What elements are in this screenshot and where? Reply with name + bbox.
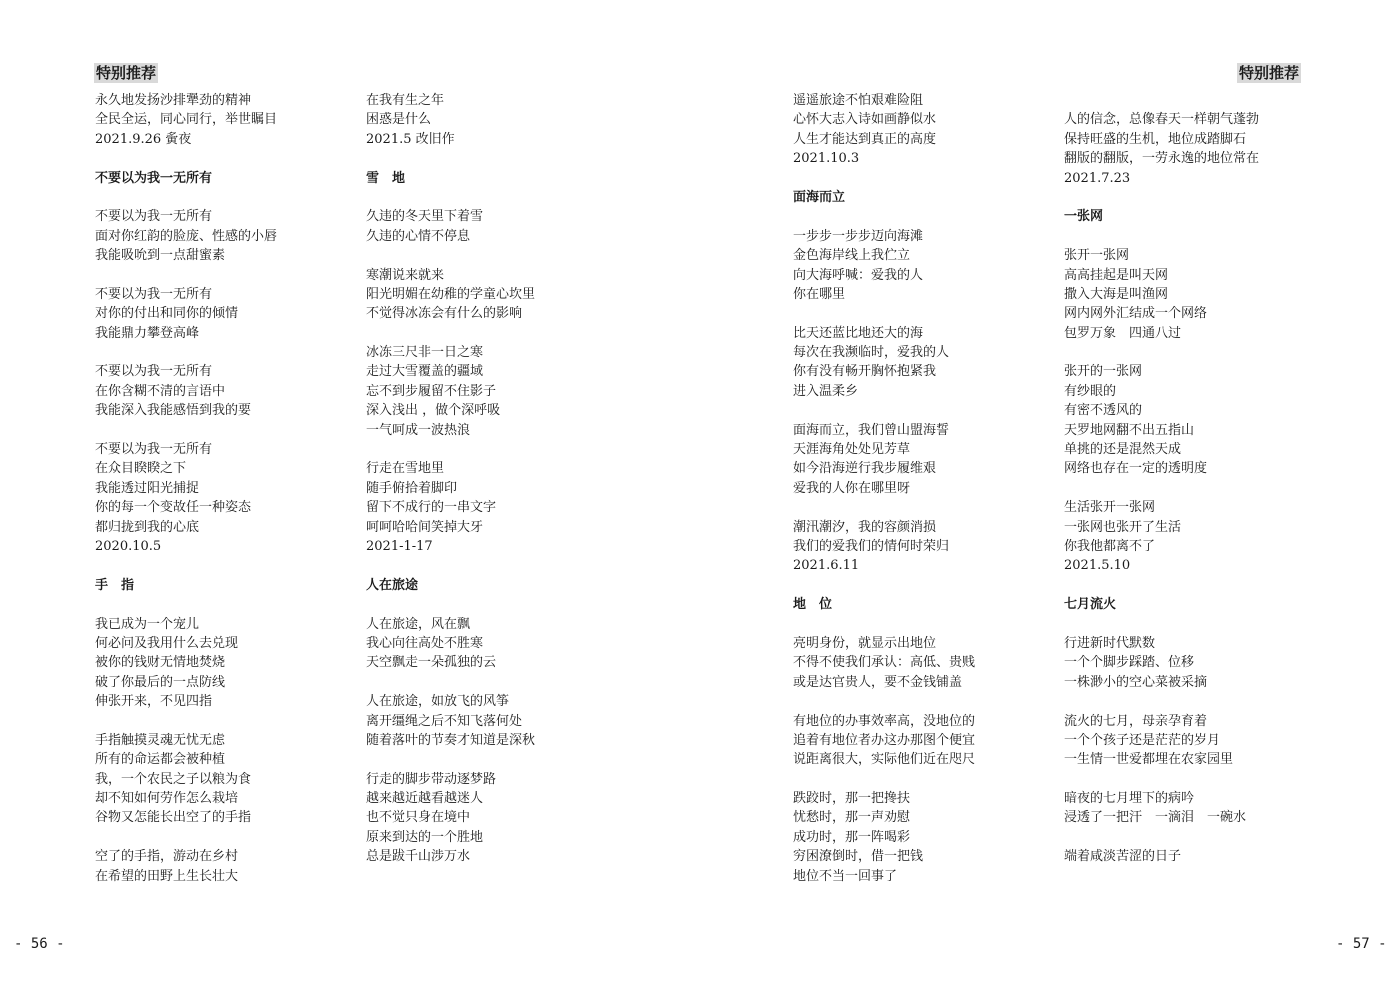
poem-line: 冰冻三尺非一日之寒	[366, 345, 484, 361]
blank-line	[366, 440, 621, 459]
blank-line	[1064, 343, 1319, 362]
blank-line	[95, 188, 350, 207]
poem-line: 不觉得冰冻会有什么的影响	[366, 306, 523, 322]
poem-line: 所有的命运都会被种植	[95, 752, 226, 768]
poem-line: 浸透了一把汗 一滴泪 一碗水	[1064, 810, 1247, 826]
poem-line: 比天还蓝比地还大的海	[793, 325, 924, 341]
poem-line: 天罗地网翻不出五指山	[1064, 422, 1195, 438]
blank-line	[793, 169, 1048, 188]
poem-line: 离开缰绳之后不知飞落何处	[366, 713, 523, 729]
poem-line: 面海而立，我们曾山盟海誓	[793, 422, 950, 438]
poem-line: 走过大雪覆盖的疆域	[366, 364, 484, 380]
poem-line: 穷困潦倒时，借一把钱	[793, 849, 924, 865]
poem-line: 一步步一步步迈向海滩	[793, 228, 924, 244]
poem-line: 端着咸淡苦涩的日子	[1064, 849, 1182, 865]
poem-column-1	[95, 91, 350, 886]
poem-line: 却不知如何劳作怎么栽培	[95, 791, 239, 807]
poem-line: 忘不到步履留不住影子	[366, 383, 497, 399]
poem-line: 人的信念，总像春天一样朝气蓬勃	[1064, 112, 1260, 128]
poem-line: 也不觉只身在境中	[366, 810, 471, 826]
poem-line: 留下不成行的一串文字	[366, 500, 497, 516]
poem-line: 成功时，那一阵喝彩	[793, 829, 911, 845]
poem-line: 撒入大海是叫渔网	[1064, 286, 1169, 302]
blank-line	[366, 188, 621, 207]
poem-line: 流火的七月，母亲孕育着	[1064, 713, 1208, 729]
blank-line	[366, 324, 621, 343]
poem-line: 我能深入我能感悟到我的要	[95, 403, 252, 419]
blank-line	[793, 615, 1048, 634]
poem-line: 你我他都离不了	[1064, 538, 1156, 554]
poem-line: 2021.5 改旧作	[366, 131, 455, 147]
blank-line	[1064, 576, 1319, 595]
poem-line: 网络也存在一定的透明度	[1064, 461, 1208, 477]
poem-line: 不要以为我一无所有	[95, 286, 213, 302]
poem-line: 天空飘走一朵孤独的云	[366, 655, 497, 671]
right-page-number: - 57 -	[1336, 936, 1387, 952]
poem-line: 我能吸吮到一点甜蜜素	[95, 248, 226, 264]
poem-line: 全民全运，同心同行，举世瞩目	[95, 112, 278, 128]
poem-line: 我，一个农民之子以粮为食	[95, 771, 252, 787]
right-page-header: 特别推荐	[1239, 64, 1300, 82]
poem-line: 人生才能达到真正的高度	[793, 131, 937, 147]
poem-line: 都归拢到我的心底	[95, 519, 200, 535]
left-page-number: - 56 -	[14, 936, 65, 952]
blank-line	[366, 673, 621, 692]
poem-line: 网内网外汇结成一个网络	[1064, 306, 1208, 322]
poem-line: 我已成为一个宠儿	[95, 616, 200, 632]
poem-line: 伸张开来，不见四指	[95, 694, 213, 710]
blank-line	[95, 828, 350, 847]
poem-line: 进入温柔乡	[793, 383, 859, 399]
poem-line: 或是达官贵人，要不金钱铺盖	[793, 674, 963, 690]
poem-line: 地位不当一回事了	[793, 868, 898, 884]
blank-line	[1064, 227, 1319, 246]
blank-line	[95, 712, 350, 731]
poem-line: 如今沿海逆行我步履维艰	[793, 461, 937, 477]
blank-line	[1064, 770, 1319, 789]
poem-line: 单挑的还是混然天成	[1064, 442, 1182, 458]
poem-title: 手 指	[95, 577, 135, 593]
poem-line: 在众目睽睽之下	[95, 461, 187, 477]
poem-line: 我能透过阳光捕捉	[95, 480, 200, 496]
poem-line: 有地位的办事效率高，没地位的	[793, 713, 976, 729]
poem-line: 爱我的人你在哪里呀	[793, 480, 911, 496]
poem-line: 我们的爱我们的情何时荣归	[793, 538, 950, 554]
poem-line: 一生情一世爱都埋在农家园里	[1064, 752, 1234, 768]
poem-line: 一株渺小的空心菜被采摘	[1064, 674, 1208, 690]
poem-line: 心怀大志入诗如画静似水	[793, 112, 937, 128]
poem-line: 空了的手指，游动在乡村	[95, 849, 239, 865]
poem-title: 雪 地	[366, 170, 406, 186]
blank-line	[95, 595, 350, 614]
blank-line	[793, 207, 1048, 226]
poem-line: 翻版的翻版，一劳永逸的地位常在	[1064, 151, 1260, 167]
poem-line: 阳光明媚在幼稚的学童心坎里	[366, 286, 536, 302]
poem-line: 金色海岸线上我伫立	[793, 248, 911, 264]
poem-line: 人在旅途，风在飘	[366, 616, 471, 632]
poem-line: 行走在雪地里	[366, 461, 445, 477]
poem-line: 忧愁时，那一声劝慰	[793, 810, 911, 826]
poem-line: 随手俯拾着脚印	[366, 480, 458, 496]
poem-line: 行进新时代默数	[1064, 635, 1156, 651]
poem-line: 总是跋千山涉万水	[366, 849, 471, 865]
blank-line	[366, 750, 621, 769]
blank-line	[95, 343, 350, 362]
poem-line: 生活张开一张网	[1064, 500, 1156, 516]
poem-line: 一个个孩子还是茫茫的岁月	[1064, 732, 1221, 748]
poem-line: 2021-1-17	[366, 538, 433, 554]
poem-line: 深入浅出 ，做个深呼吸	[366, 403, 501, 419]
poem-line: 面对你红韵的脸庞、性感的小唇	[95, 228, 278, 244]
poem-line: 不得不使我们承认：高低、贵贱	[793, 655, 976, 671]
poem-line: 何必问及我用什么去兑现	[95, 635, 239, 651]
poem-title: 地 位	[793, 597, 833, 613]
poem-line: 困惑是什么	[366, 112, 432, 128]
blank-line	[793, 770, 1048, 789]
poem-line: 有纱眼的	[1064, 383, 1117, 399]
poem-line: 一气呵成一波热浪	[366, 422, 471, 438]
poem-line: 在你含糊不清的言语中	[95, 383, 226, 399]
poem-line: 呵呵哈哈间笑掉大牙	[366, 519, 484, 535]
blank-line	[793, 304, 1048, 323]
poem-line: 2021.9.26 夤夜	[95, 131, 192, 147]
poem-line: 2021.10.3	[793, 151, 860, 167]
poem-line: 原来到达的一个胜地	[366, 829, 484, 845]
poem-line: 越来越近越看越迷人	[366, 791, 484, 807]
poem-line: 2021.7.23	[1064, 170, 1131, 186]
poem-line: 遥遥旅途不怕艰难险阻	[793, 93, 924, 108]
poem-line: 暗夜的七月埋下的病吟	[1064, 791, 1195, 807]
blank-line	[1064, 188, 1319, 207]
blank-line	[793, 576, 1048, 595]
poem-line: 在希望的田野上生长壮大	[95, 868, 239, 884]
poem-line: 久违的冬天里下着雪	[366, 209, 484, 225]
poem-line: 我心向往高处不胜寒	[366, 635, 484, 651]
poem-line: 跌跤时，那一把搀扶	[793, 791, 911, 807]
blank-line	[366, 595, 621, 614]
left-page-header: 特别推荐	[96, 64, 157, 82]
poem-line: 一个个脚步踩踏、位移	[1064, 655, 1195, 671]
poem-line: 包罗万象 四通八过	[1064, 325, 1182, 341]
poem-line: 手指触摸灵魂无忧无虑	[95, 732, 226, 748]
poem-line: 每次在我濒临时，爱我的人	[793, 345, 950, 361]
poem-line: 张开的一张网	[1064, 364, 1143, 380]
poem-line: 对你的付出和同你的倾情	[95, 306, 239, 322]
poem-line: 我能鼎力攀登高峰	[95, 325, 200, 341]
blank-line	[1064, 692, 1319, 711]
blank-line	[95, 266, 350, 285]
poem-line: 谷物又怎能长出空了的手指	[95, 810, 252, 826]
blank-line	[793, 692, 1048, 711]
poem-column-3	[793, 91, 1048, 886]
poem-column-2	[366, 91, 621, 867]
blank-line	[1064, 91, 1319, 110]
poem-line: 被你的钱财无情地焚烧	[95, 655, 226, 671]
blank-line	[95, 556, 350, 575]
blank-line	[1064, 615, 1319, 634]
blank-line	[793, 498, 1048, 517]
poem-line: 你的每一个变故任一种姿态	[95, 500, 252, 516]
poem-line: 追着有地位者办这办那图个便宜	[793, 732, 976, 748]
poem-title: 面海而立	[793, 189, 846, 205]
poem-line: 说距离很大，实际他们近在咫尺	[793, 752, 976, 768]
blank-line	[1064, 479, 1319, 498]
poem-line: 亮明身份，就显示出地位	[793, 635, 937, 651]
poem-line: 天涯海角处处见芳草	[793, 442, 911, 458]
poem-line: 向大海呼喊：爱我的人	[793, 267, 924, 283]
poem-title: 七月流火	[1064, 597, 1117, 613]
poem-line: 永久地发扬沙排犟劲的精神	[95, 93, 252, 108]
poem-line: 保持旺盛的生机，地位成踏脚石	[1064, 131, 1247, 147]
poem-line: 潮汛潮汐，我的容颜消损	[793, 519, 937, 535]
poem-line: 你有没有畅开胸怀抱紧我	[793, 364, 937, 380]
blank-line	[366, 556, 621, 575]
poem-title: 不要以为我一无所有	[95, 170, 213, 186]
poem-title: 一张网	[1064, 209, 1104, 225]
poem-line: 久违的心情不停息	[366, 228, 471, 244]
poem-line: 在我有生之年	[366, 93, 445, 108]
poem-line: 人在旅途，如放飞的风筝	[366, 694, 510, 710]
poem-line: 你在哪里	[793, 286, 846, 302]
poem-line: 2021.5.10	[1064, 558, 1131, 574]
blank-line	[366, 149, 621, 168]
blank-line	[366, 246, 621, 265]
poem-title: 人在旅途	[366, 577, 419, 593]
poem-line: 不要以为我一无所有	[95, 209, 213, 225]
poem-line: 行走的脚步带动逐梦路	[366, 771, 497, 787]
poem-column-4	[1064, 91, 1319, 867]
poem-line: 寒潮说来就来	[366, 267, 445, 283]
poem-line: 破了你最后的一点防线	[95, 674, 226, 690]
poem-line: 2020.10.5	[95, 538, 162, 554]
poem-line: 不要以为我一无所有	[95, 442, 213, 458]
blank-line	[95, 421, 350, 440]
poem-line: 2021.6.11	[793, 558, 860, 574]
poem-line: 不要以为我一无所有	[95, 364, 213, 380]
poem-line: 高高挂起是叫天网	[1064, 267, 1169, 283]
poem-line: 有密不透风的	[1064, 403, 1143, 419]
blank-line	[95, 149, 350, 168]
poem-line: 随着落叶的节奏才知道是深秋	[366, 732, 536, 748]
poem-line: 张开一张网	[1064, 248, 1130, 264]
poem-line: 一张网也张开了生活	[1064, 519, 1182, 535]
blank-line	[793, 401, 1048, 420]
blank-line	[1064, 828, 1319, 847]
